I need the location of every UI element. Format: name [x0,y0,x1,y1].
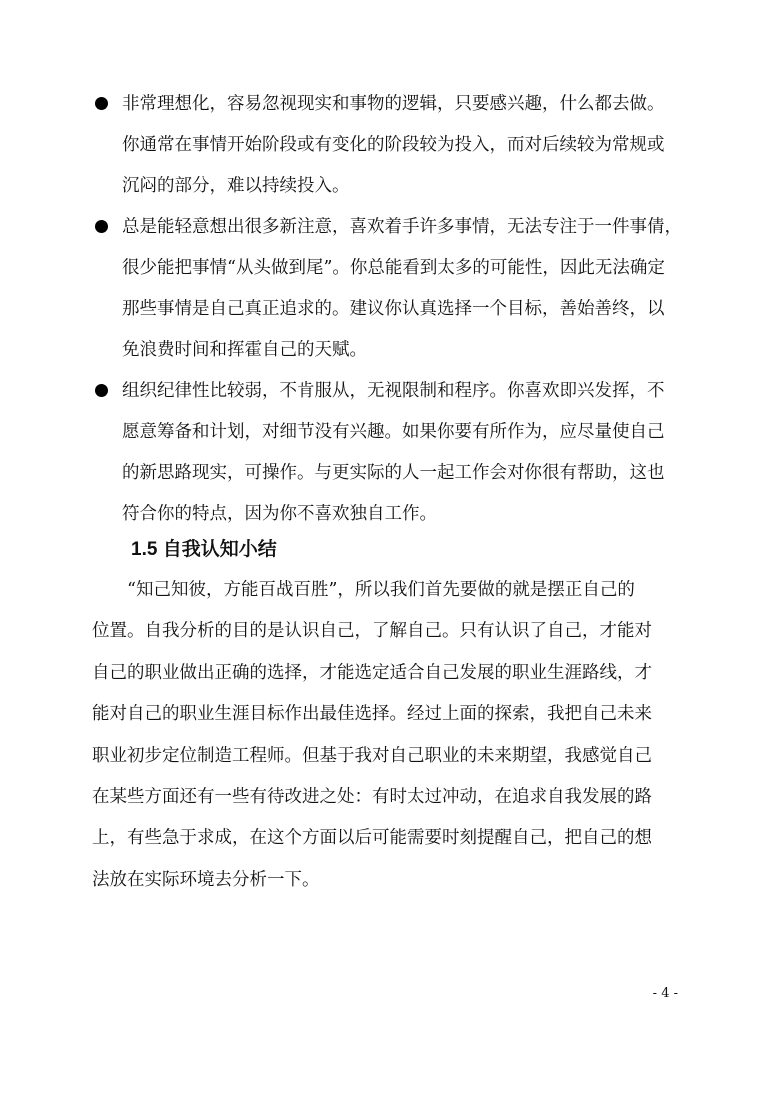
bullet-list [92,84,692,535]
text-line: 位置。自我分析的目的是认识自己，了解自己。只有认识了自己，才能对 [92,621,652,642]
bullet-dot-icon [95,220,108,233]
text-line: 法放在实际环境去分析一下。 [92,869,320,890]
text-line: 免浪费时间和挥霍自己的天赋。 [122,340,367,360]
text-line: 总是能轻意想出很多新注意，喜欢着手许多事情，无法专注于一件事倩， [122,217,682,237]
text-line: 你通常在事情开始阶段或有变化的阶段较为投入，而对后续较为常规或 [122,135,665,155]
text-line: 在某些方面还有一些有待改进之处：有时太过冲动，在追求自我发展的路 [92,786,652,807]
bullet-item-1 [92,84,692,207]
text-line: 非常理想化，容易忽视现实和事物的逻辑，只要感兴趣，什么都去做。 [122,94,665,114]
text-line: “知己知彼，方能百战百胜”，所以我们首先要做的就是摆正自己的 [92,580,635,600]
bullet-dot-icon [95,384,108,397]
page-number: - 4 - [652,986,678,1001]
text-line: 愿意筹备和计划，对细节没有兴趣。如果你要有所作为，应尽量使自己 [122,422,665,442]
text-line: 组织纪律性比较弱，不肯服从，无视限制和程序。你喜欢即兴发挥，不 [122,381,665,401]
section-heading: 1.5 自我认知小结 [131,539,277,560]
text-line: 符合你的特点，因为你不喜欢独自工作。 [122,504,437,524]
text-line: 上，有些急于求成，在这个方面以后可能需要时刻提醒自己，把自己的想 [92,828,652,849]
text-line: 职业初步定位制造工程师。但基于我对自己职业的未来期望，我感觉自己 [92,745,652,766]
text-line: 沉闷的部分，难以持续投入。 [122,176,350,196]
text-line: 自己的职业做出正确的选择，才能选定适合自己发展的职业生涯路线，才 [92,662,652,683]
summary-paragraph [92,570,692,901]
bullet-dot-icon [95,97,108,110]
text-line: 的新思路现实，可操作。与更实际的人一起工作会对你很有帮助，这也 [122,463,665,483]
text-line: 那些事情是自己真正追求的。建议你认真选择一个目标，善始善终，以 [122,299,665,319]
bullet-item-3 [92,371,692,535]
text-line: 能对自己的职业生涯目标作出最佳选择。经过上面的探索，我把自己未来 [92,704,652,725]
bullet-item-2 [92,207,692,371]
text-line: 很少能把事情“从头做到尾”。你总能看到太多的可能性，因此无法确定 [122,258,665,278]
